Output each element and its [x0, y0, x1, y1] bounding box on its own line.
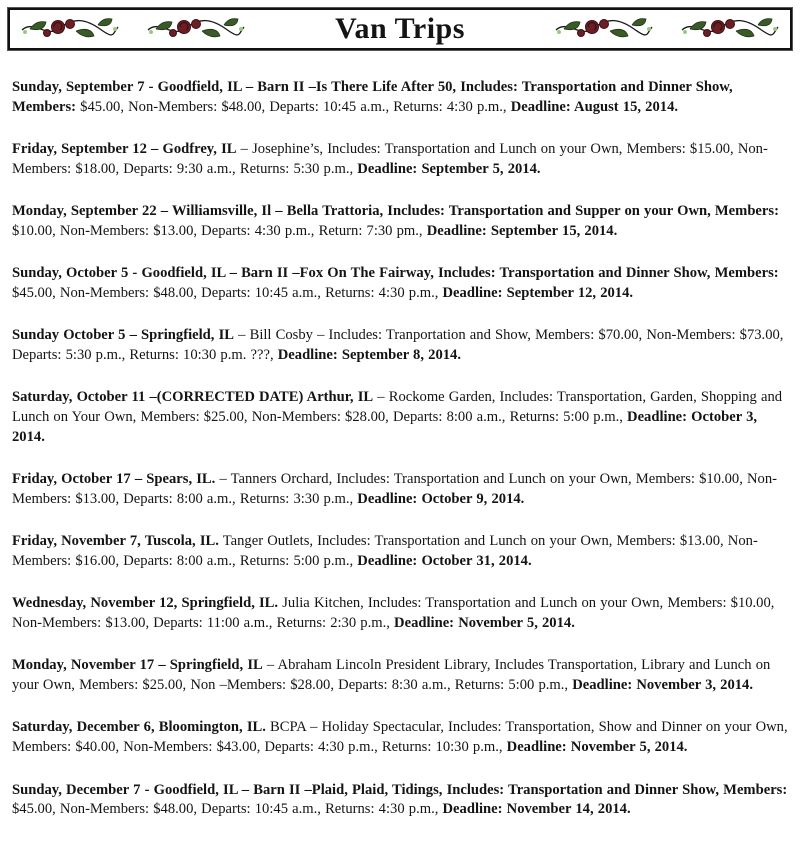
- trip-entry: [12, 594, 788, 633]
- trip-deadline: Deadline: August 15, 2014.: [510, 98, 679, 115]
- trip-entry: [12, 326, 788, 365]
- floral-rose-vine-icon: [554, 15, 654, 43]
- trip-list: [8, 78, 792, 820]
- trip-entry: [12, 718, 788, 757]
- trip-deadline: Deadline: November 14, 2014.: [442, 801, 631, 818]
- trip-entry: [12, 264, 788, 303]
- trip-entry: [12, 202, 788, 241]
- trip-lead: Monday, September 22 – Williamsville, Il – Bella Trattoria, Includes: Transportation and Supper on your Own, Members:: [12, 203, 779, 220]
- trip-deadline: Deadline: October 3, 2014.: [12, 409, 758, 445]
- trip-details: $45.00, Non-Members: $48.00, Departs: 10:45 a.m., Returns: 4:30 p.m.,: [76, 98, 511, 115]
- trip-details: Julia Kitchen, Includes: Transportation and Lunch on your Own, Members: $10.00, Non-Members: $13.00, Departs: 11:00 a.m., Returns: 2:30 p.m.,: [12, 595, 775, 631]
- trip-details: BCPA – Holiday Spectacular, Includes: Transportation, Show and Dinner on your Own, Members: $40.00, Non-Members: $43.00, Departs: 4:30 p.m., Returns: 10:30 p.m.,: [12, 719, 788, 756]
- trip-details: Tanger Outlets, Includes: Transportation and Lunch on your Own, Members: $13.00, Non-Members: $16.00, Departs: 8:00 a.m., Returns: 5:00 p.m.,: [12, 533, 758, 569]
- trip-entry: [12, 388, 788, 447]
- trip-details: – Rockome Garden, Includes: Transportation, Garden, Shopping and Lunch on Your Own, Members: $25.00, Non-Members: $28.00, Departs: 8:00 a.m., Returns: 5:00 p.m.,: [12, 389, 783, 426]
- trip-deadline: Deadline: September 8, 2014.: [277, 346, 461, 363]
- trip-details: $45.00, Non-Members: $48.00, Departs: 10:45 a.m., Returns: 4:30 p.m.,: [12, 284, 443, 301]
- trip-lead: Monday, November 17 – Springfield, IL: [12, 657, 263, 674]
- trip-lead: Sunday, September 7 - Goodfield, IL – Barn II –Is There Life After 50, Includes: Transportation and Dinner Show, Members:: [12, 79, 733, 115]
- trip-details: – Bill Cosby – Includes: Tranportation and Show, Members: $70.00, Non-Members: $73.00, Departs: 5:30 p.m., Returns: 10:30 p.m. ???,: [12, 327, 784, 363]
- trip-entry: [12, 470, 788, 509]
- header-ornaments-right: [554, 15, 780, 43]
- trip-deadline: Deadline: September 5, 2014.: [357, 160, 541, 177]
- trip-lead: Sunday, December 7 - Goodfield, IL – Barn II –Plaid, Plaid, Tidings, Includes: Transportation and Dinner Show, Members:: [12, 781, 788, 798]
- trip-lead: Friday, November 7, Tuscola, IL.: [12, 533, 219, 550]
- trip-lead: Wednesday, November 12, Springfield, IL.: [12, 595, 279, 612]
- trip-deadline: Deadline: November 3, 2014.: [572, 676, 753, 693]
- trip-deadline: Deadline: September 12, 2014.: [442, 284, 634, 301]
- trip-entry: [12, 781, 788, 820]
- trip-details: – Tanners Orchard, Includes: Transportation and Lunch on your Own, Members: $10.00, Non-Members: $13.00, Departs: 8:00 a.m., Returns: 3:30 p.m.,: [12, 471, 778, 507]
- trip-entry: [12, 140, 788, 179]
- trip-lead: Saturday, December 6, Bloomington, IL.: [12, 719, 266, 736]
- page-title: Van Trips: [335, 12, 465, 45]
- trip-deadline: Deadline: September 15, 2014.: [426, 222, 618, 239]
- trip-deadline: Deadline: November 5, 2014.: [394, 614, 575, 631]
- trip-lead: Friday, September 12 – Godfrey, IL: [12, 141, 237, 158]
- trip-details: – Abraham Lincoln President Library, Includes Transportation, Library and Lunch on your Own, Members: $25.00, Non –Members: $28.00, Departs: 8:30 a.m., Returns: 5:00 p.m.,: [12, 657, 771, 693]
- floral-rose-vine-icon: [680, 15, 780, 43]
- trip-entry: [12, 532, 788, 571]
- header-banner: [8, 8, 792, 50]
- trip-entry: [12, 656, 788, 695]
- trip-lead: Sunday, October 5 - Goodfield, IL – Barn II –Fox On The Fairway, Includes: Transportation and Dinner Show, Members:: [12, 265, 779, 282]
- floral-rose-vine-icon: [20, 15, 120, 43]
- trip-lead: Saturday, October 11 –(CORRECTED DATE) Arthur, IL: [12, 389, 374, 406]
- floral-rose-vine-icon: [146, 15, 246, 43]
- trip-entry: [12, 78, 788, 117]
- trip-deadline: Deadline: November 5, 2014.: [506, 739, 688, 756]
- header-ornaments-left: [20, 15, 246, 43]
- trip-details: $45.00, Non-Members: $48.00, Departs: 10:45 a.m., Returns: 4:30 p.m.,: [12, 801, 443, 818]
- trip-deadline: Deadline: October 9, 2014.: [357, 490, 525, 507]
- trip-lead: Sunday October 5 – Springfield, IL: [12, 327, 234, 344]
- trip-details: $10.00, Non-Members: $13.00, Departs: 4:30 p.m., Return: 7:30 pm.,: [12, 222, 427, 239]
- trip-deadline: Deadline: October 31, 2014.: [357, 552, 532, 569]
- trip-details: – Josephine’s, Includes: Transportation and Lunch on your Own, Members: $15.00, Non-Members: $18.00, Departs: 9:30 a.m., Returns: 5:30 p.m.,: [12, 141, 768, 177]
- trip-lead: Friday, October 17 – Spears, IL.: [12, 471, 216, 488]
